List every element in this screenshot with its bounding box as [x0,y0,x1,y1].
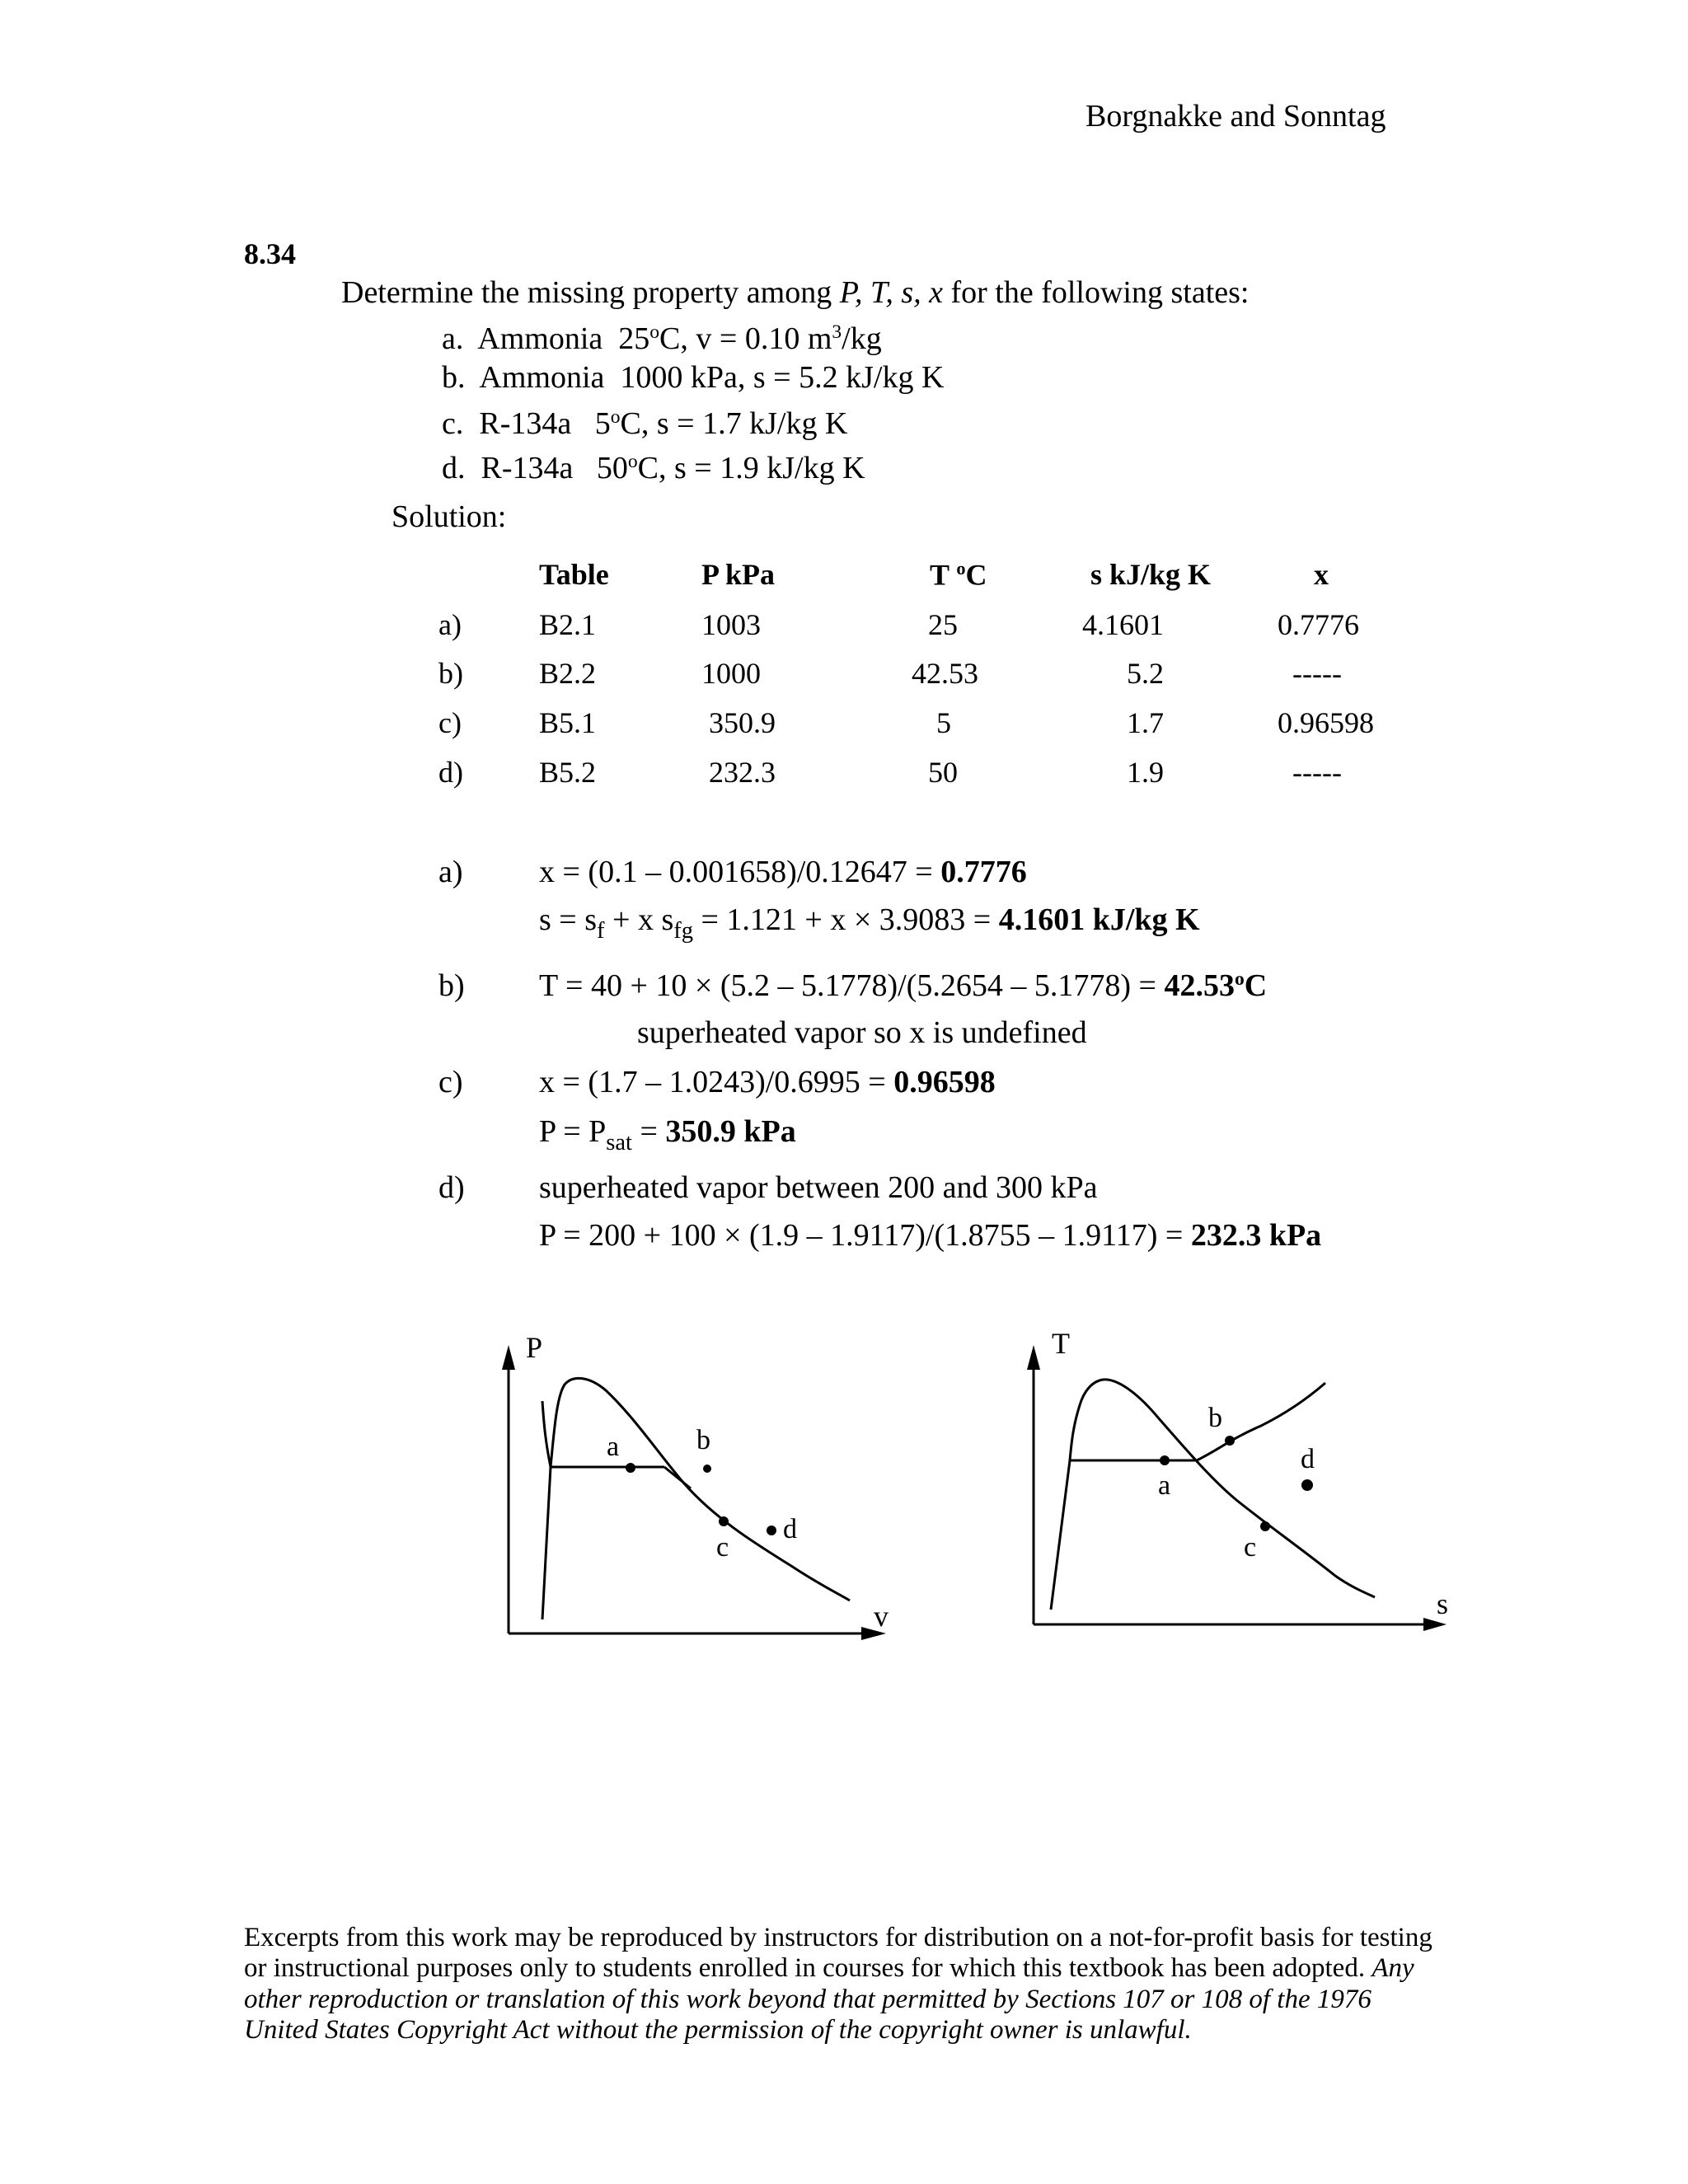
header-authors: Borgnakke and Sonntag [1085,99,1386,134]
ts-y-arrow [1027,1345,1040,1370]
th-entropy: s kJ/kg K [1090,558,1212,591]
item-temp: 25 [618,321,650,356]
th-pressure: P kPa [701,558,776,591]
th-quality: x [1314,558,1329,591]
cell-pressure: 1000 [701,657,761,690]
ts-point-c [1260,1521,1270,1531]
equation-result: 0.7776 [940,855,1027,889]
ts-label-c: c [1244,1532,1257,1563]
item-substance: Ammonia [477,321,603,356]
work-label-d: d) [438,1170,465,1205]
statement-suffix: for the following states: [942,275,1250,310]
item-letter: d. [442,451,466,485]
item-rest: C, v = 0.10 m [659,321,832,356]
statement-prefix: Determine the missing property among [341,275,840,310]
item-c [442,406,847,443]
item-rest-after: C, s = 1.7 kJ/kg K [620,406,848,441]
cell-pressure: 350.9 [709,706,776,739]
degree-sup: o [956,558,966,579]
cell-temperature: 42.53 [912,657,978,690]
pv-label-b: b [696,1425,710,1455]
equation-text: x = (1.7 – 1.0243)/0.6995 = [539,1065,894,1099]
work-d-line1: superheated vapor between 200 and 300 kPa [539,1170,1098,1205]
ts-point-d [1301,1479,1313,1491]
pv-label-d: d [783,1514,797,1544]
pv-x-label: v [874,1600,889,1633]
ts-point-b [1225,1436,1235,1446]
pv-point-c [719,1516,729,1526]
cell-pressure: 1003 [701,608,761,641]
th-t-unit: C [965,558,987,592]
ts-point-a [1160,1455,1170,1465]
cell-temperature: 50 [928,756,958,789]
pv-y-label: P [526,1331,543,1364]
item-substance: R-134a [481,451,574,485]
pv-label-c: c [716,1532,729,1563]
equation-text: = 1.121 + x × 3.9083 = [692,902,999,937]
row-label: c) [438,706,462,739]
cell-table: B5.1 [539,706,597,739]
row-label: b) [438,657,463,690]
cell-entropy: 1.9 [1127,756,1164,789]
ts-x-label: s [1437,1587,1449,1620]
ts-label-a: a [1158,1470,1171,1501]
item-letter: b. [442,360,466,395]
cell-temperature: 5 [936,706,951,739]
item-b [442,360,944,396]
equation-text: x = (0.1 – 0.001658)/0.12647 = [539,855,941,889]
cell-table: B2.2 [539,657,597,690]
footer-normal-text: Excerpts from this work may be reproduced by instructors for distribution on a not-for-profit basis for testing or instructional purposes only to students enrolled in courses for which this textbook has been adopted. [244,1923,1432,1984]
item-rest-after: C, s = 1.9 kJ/kg K [637,451,865,485]
pv-saturation-dome [542,1378,850,1619]
item-temp: 50 [596,451,628,485]
cell-temperature: 25 [928,608,958,641]
work-a-line1 [539,855,1027,891]
equation-text: P = P [539,1114,607,1149]
row-label: a) [438,608,462,641]
item-substance: Ammonia [479,360,605,395]
equation-text: s = s [539,902,598,937]
equation-result: 232.3 kPa [1190,1218,1322,1253]
cell-entropy: 5.2 [1127,657,1164,690]
work-b-line2: superheated vapor so x is undefined [637,1015,1087,1050]
pv-isobar-tail [664,1467,691,1488]
work-label-c: c) [438,1065,463,1099]
item-letter: c. [442,406,464,441]
cell-entropy: 1.7 [1127,706,1164,739]
subscript: sat [606,1129,632,1155]
cell-quality: 0.7776 [1278,608,1359,641]
cell-quality: ----- [1292,756,1342,789]
equation-text: + x s [604,902,674,937]
problem-statement [341,275,1249,312]
item-text: 1000 kPa, s = 5.2 kJ/kg K [620,360,945,395]
work-a-line2 [539,902,1200,945]
equation-result: 0.96598 [893,1065,996,1099]
item-a [442,321,882,358]
cell-quality: 0.96598 [1278,706,1374,739]
work-label-a: a) [438,855,463,889]
work-c-line2 [539,1114,796,1157]
cell-quality: ----- [1292,657,1342,690]
pv-point-a [626,1463,635,1473]
equation-result: 4.1601 kJ/kg K [998,902,1200,937]
work-d-line2 [539,1218,1321,1254]
row-label: d) [438,756,463,789]
footer-italic-text: Any other reproduction or translation of this work beyond that permitted by Sections 107 or 108 of the 1976 United States Copyright Act without the permission of the copyright owner is unlawful. [244,1953,1414,2045]
copyright-footer [244,1923,1447,2046]
item-d [442,451,865,487]
pv-liquid-line [542,1401,551,1467]
subscript: fg [673,917,693,944]
statement-vars: P, T, s, x [839,275,943,310]
equation-text: T = 40 + 10 × (5.2 – 5.1778)/(5.2654 – 5.1778) = [539,968,1165,1003]
cell-table: B2.1 [539,608,597,641]
th-table: Table [539,558,609,591]
equation-result: 42.53 [1164,968,1235,1003]
cube-sup: 3 [832,321,842,344]
cell-table: B5.2 [539,756,597,789]
work-c-line1 [539,1065,996,1101]
pv-point-d [767,1526,776,1535]
pv-point-b [703,1465,711,1473]
equation-result: 350.9 kPa [665,1114,796,1149]
degree-sup: o [627,451,638,473]
th-temperature [930,558,987,593]
degree-sup: o [649,321,660,344]
pv-diagram [486,1310,948,1657]
equation-unit: C [1244,968,1268,1003]
cell-entropy: 4.1601 [1082,608,1164,641]
item-rest-after: /kg [842,321,882,356]
cell-pressure: 232.3 [709,756,776,789]
pv-y-arrow [502,1345,515,1370]
item-letter: a. [442,321,464,356]
pv-label-a: a [607,1432,620,1462]
work-b-line1 [539,968,1267,1005]
th-t-base: T [930,558,957,592]
ts-y-label: T [1052,1327,1070,1360]
subscript: f [597,917,605,944]
solution-label: Solution: [392,499,507,534]
ts-label-b: b [1208,1403,1222,1433]
degree-sup: o [1234,968,1245,991]
item-temp: 5 [594,406,611,441]
item-substance: R-134a [479,406,572,441]
problem-number: 8.34 [244,237,296,270]
equation-text: P = 200 + 100 × (1.9 – 1.9117)/(1.8755 – 1.9117) = [539,1218,1191,1253]
degree-sup: o [610,406,621,429]
work-label-b: b) [438,968,465,1003]
ts-label-d: d [1301,1444,1315,1474]
ts-diagram [1014,1310,1475,1657]
equation-text: = [631,1114,666,1149]
